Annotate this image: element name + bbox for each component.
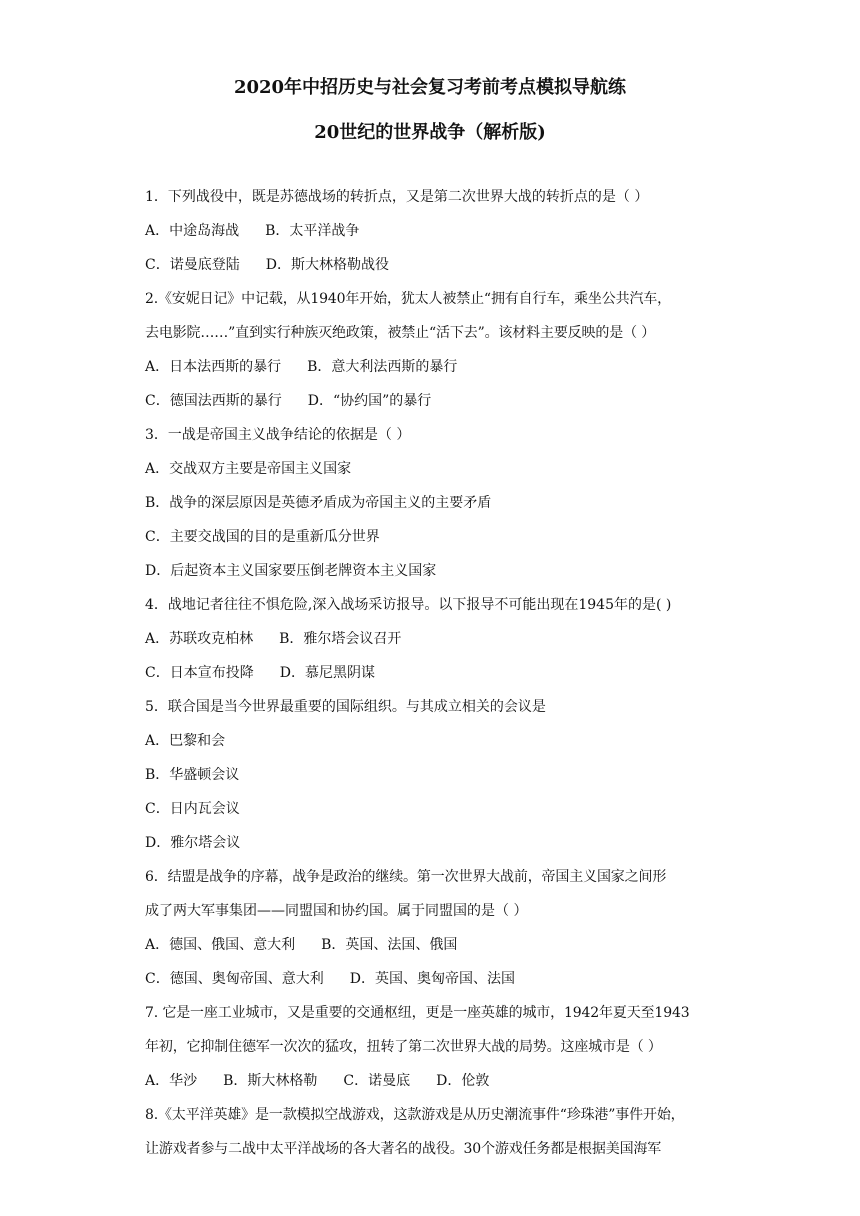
option-c: C．德国、奥匈帝国、意大利	[145, 971, 324, 987]
option-d: D．慕尼黑阴谋	[279, 665, 375, 681]
option-b: B．太平洋战争	[265, 223, 360, 239]
question-6-options-row-1	[145, 928, 725, 962]
option-b: B．斯大林格勒	[223, 1073, 318, 1089]
option-a: A．苏联攻克柏林	[145, 631, 254, 647]
option-a: A．中途岛海战	[145, 223, 240, 239]
option-c: C．主要交战国的目的是重新瓜分世界	[145, 529, 380, 545]
option-c: C．日本宣布投降	[145, 665, 254, 681]
option-c: C．日内瓦会议	[145, 801, 240, 817]
question-4-options-row-2	[145, 656, 725, 690]
option-d: D．雅尔塔会议	[145, 835, 241, 851]
option-b: B．意大利法西斯的暴行	[307, 359, 458, 375]
option-d: D．伦敦	[436, 1073, 490, 1089]
question-7-options-row	[145, 1064, 725, 1098]
option-a: A．德国、俄国、意大利	[145, 937, 296, 953]
option-d: D．英国、奥匈帝国、法国	[349, 971, 515, 987]
question-2-options-row-1	[145, 350, 725, 384]
question-6-stem-line-2: 成了两大军事集团——同盟国和协约国。属于同盟国的是（ ）	[145, 903, 528, 919]
option-a: A．巴黎和会	[145, 733, 226, 749]
option-a: A．华沙	[145, 1073, 198, 1089]
question-2-options-row-2	[145, 384, 725, 418]
question-2-stem-line-2: 去电影院……”直到实行种族灭绝政策，被禁止“活下去”。该材料主要反映的是（ ）	[145, 325, 656, 341]
option-b: B．英国、法国、俄国	[321, 937, 458, 953]
option-b: B．雅尔塔会议召开	[279, 631, 402, 647]
question-6-stem-line-1: 6．结盟是战争的序幕，战争是政治的继续。第一次世界大战前，帝国主义国家之间形	[145, 869, 667, 885]
question-4-stem: 4．战地记者往往不惧危险,深入战场采访报导。以下报导不可能出现在1945年的是( )	[145, 597, 672, 613]
document-subtitle: 20世纪的世界战争（解析版)	[314, 122, 546, 143]
document-title: 2020年中招历史与社会复习考前考点模拟导航练	[233, 77, 627, 98]
question-7-stem-line-1: 7. 它是一座工业城市，又是重要的交通枢纽，更是一座英雄的城市，1942年夏天至1943	[145, 1005, 690, 1021]
question-6-options-row-2	[145, 962, 725, 996]
question-1-options-row-1	[145, 214, 725, 248]
question-8-stem-line-2: 让游戏者参与二战中太平洋战场的各大著名的战役。30个游戏任务都是根据美国海军	[145, 1141, 662, 1157]
question-1-stem: 1．下列战役中，既是苏德战场的转折点，又是第二次世界大战的转折点的是（ ）	[145, 189, 649, 205]
option-b: B．战争的深层原因是英德矛盾成为帝国主义的主要矛盾	[145, 495, 492, 511]
option-a: A．日本法西斯的暴行	[145, 359, 282, 375]
question-list	[145, 180, 725, 1166]
question-1-options-row-2	[145, 248, 725, 282]
question-8-stem-line-1: 8.《太平洋英雄》是一款模拟空战游戏，这款游戏是从历史潮流事件“珍珠港”事件开始，	[145, 1107, 685, 1123]
option-d: D．“协约国”的暴行	[307, 393, 432, 409]
option-c: C．诺曼底	[343, 1073, 411, 1089]
option-d: D．斯大林格勒战役	[265, 257, 389, 273]
option-c: C．德国法西斯的暴行	[145, 393, 282, 409]
option-c: C．诺曼底登陆	[145, 257, 240, 273]
question-2-stem-line-1: 2.《安妮日记》中记载，从1940年开始，犹太人被禁止“拥有自行车，乘坐公共汽车，	[145, 291, 671, 307]
question-4-options-row-1	[145, 622, 725, 656]
option-b: B．华盛顿会议	[145, 767, 240, 783]
option-d: D．后起资本主义国家要压倒老牌资本主义国家	[145, 563, 437, 579]
question-3-stem: 3．一战是帝国主义战争结论的依据是（ ）	[145, 427, 411, 443]
option-a: A．交战双方主要是帝国主义国家	[145, 461, 352, 477]
question-7-stem-line-2: 年初，它抑制住德军一次次的猛攻，扭转了第二次世界大战的局势。这座城市是（ ）	[145, 1039, 662, 1055]
question-5-stem: 5．联合国是当今世界最重要的国际组织。与其成立相关的会议是	[145, 699, 546, 715]
